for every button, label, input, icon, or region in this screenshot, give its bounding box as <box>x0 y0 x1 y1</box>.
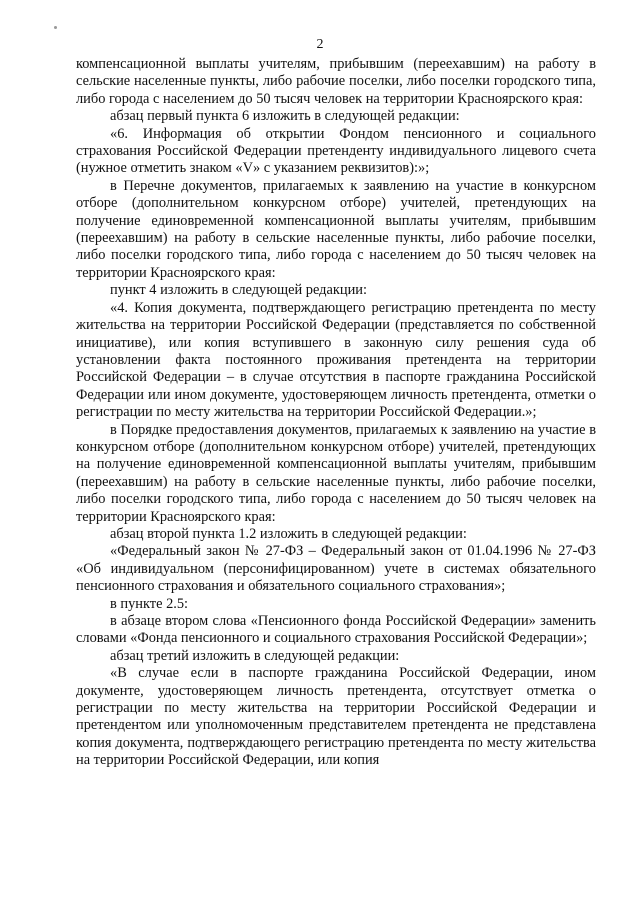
paragraph-1: компенсационной выплаты учителям, прибывшим (переехавшим) на работу в сельские населенные пункты, либо рабочие поселки, либо поселки городского типа, либо города с населением до 50 тысяч человек на территории Красноярского края: <box>76 56 596 107</box>
paragraph-5: пункт 4 изложить в следующей редакции: <box>110 282 367 299</box>
paragraph-11: в абзаце втором слова «Пенсионного фонда Российской Федерации» заменить словами «Фонда пенсионного и социального страхования Российской Федерации»; <box>76 613 596 647</box>
page-number: 2 <box>316 37 324 52</box>
paragraph-6: «4. Копия документа, подтверждающего регистрацию претендента по месту жительства на территории Российской Федерации (представляется по собственной инициативе), или копия вступившего в законную силу решения суда об установлении факта постоянного проживания претендента на территории Российской Федерации – в случае отсутствия в паспорте гражданина Российской Федерации или ином документе, удостоверяющем личность претендента, отметки о регистрации по месту жительства на территории Российской Федерации.»; <box>76 299 596 421</box>
paragraph-7: в Порядке предоставления документов, прилагаемых к заявлению на участие в конкурсном отборе (дополнительном конкурсном отборе) учителей, претендующих на получение единовременной компенсационной выплаты учителям, прибывшим (переехавшим) на работу в сельские населенные пункты, либо рабочие поселки, либо поселки городского типа, либо города с населением до 50 тысяч человек на территории Красноярского края: <box>76 421 596 525</box>
paragraph-13: «В случае если в паспорте гражданина Российской Федерации, ином документе, удостоверяющем личность претендента, отсутствует отметка о регистрации по месту жительства на территории Российской Федерации и претендентом или уполномоченным представителем претендента не представлена копия документа, подтверждающего регистрацию претендента по месту жительства на территории Российской Федерации, или копия <box>76 665 596 769</box>
paragraph-3: «6. Информация об открытии Фондом пенсионного и социального страхования Российской Федерации претенденту индивидуального лицевого счета (нужное отметить знаком «V» с указанием реквизитов):»; <box>76 125 596 177</box>
paragraph-9: «Федеральный закон № 27-ФЗ – Федеральный закон от 01.04.1996 № 27-ФЗ «Об индивидуальном (персонифицированном) учете в системах обязательного пенсионного страхования и обязательного социального страхования»; <box>76 543 596 595</box>
scan-speck <box>54 26 57 29</box>
paragraph-12: абзац третий изложить в следующей редакции: <box>110 647 400 664</box>
paragraph-2: абзац первый пункта 6 изложить в следующей редакции: <box>110 108 460 125</box>
paragraph-10: в пункте 2.5: <box>110 595 189 612</box>
document-body <box>76 56 596 770</box>
paragraph-8: абзац второй пункта 1.2 изложить в следующей редакции: <box>110 525 467 542</box>
paragraph-4: в Перечне документов, прилагаемых к заявлению на участие в конкурсном отборе (дополнительном конкурсном отборе) учителей, претендующих на получение единовременной компенсационной выплаты учителям, прибывшим (переехавшим) на работу в сельские населенные пункты, либо рабочие поселки, либо поселки городского типа, либо города с населением до 50 тысяч человек на территории Красноярского края: <box>76 177 596 281</box>
